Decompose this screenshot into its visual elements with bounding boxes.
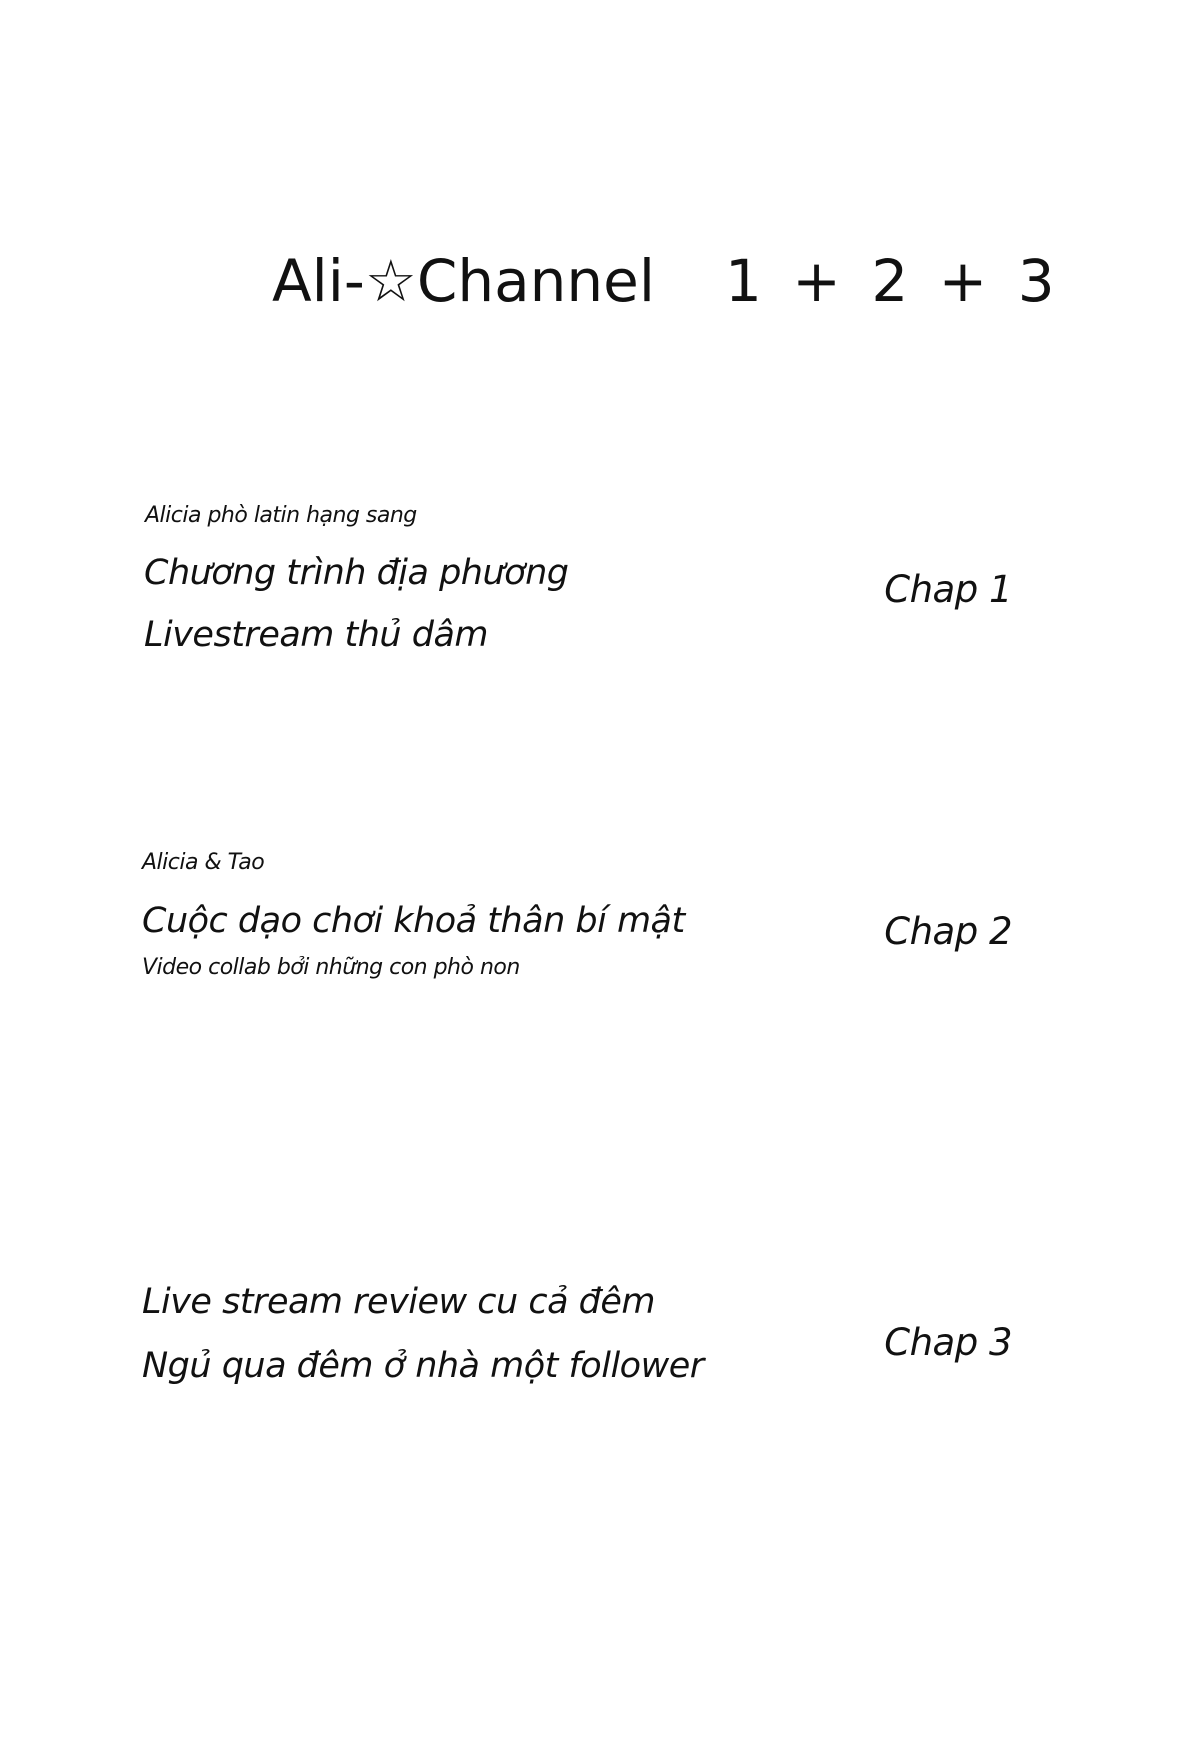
chapter-3-title-line-1: Live stream review cu cả đêm xyxy=(142,1282,655,1322)
title-name: Ali-☆Channel xyxy=(272,247,655,315)
chapter-1-title-line-2: Livestream thủ dâm xyxy=(144,615,488,655)
chapter-2-subtitle: Video collab bởi những con phò non xyxy=(142,955,520,980)
chapter-1-title-line-1: Chương trình địa phương xyxy=(144,553,569,593)
chapter-2-title: Cuộc dạo chơi khoả thân bí mật xyxy=(142,901,685,941)
chapter-1-number: Chap 1 xyxy=(884,568,1012,611)
page-title xyxy=(272,247,1061,315)
chapter-2-number: Chap 2 xyxy=(884,910,1012,953)
chapter-3-number: Chap 3 xyxy=(884,1321,1012,1364)
chapter-1-label: Alicia phò latin hạng sang xyxy=(145,503,417,528)
chapter-3-title-line-2: Ngủ qua đêm ở nhà một follower xyxy=(142,1346,704,1386)
chapter-2-label: Alicia & Tao xyxy=(142,850,265,875)
title-numbers: 1 + 2 + 3 xyxy=(724,247,1061,315)
